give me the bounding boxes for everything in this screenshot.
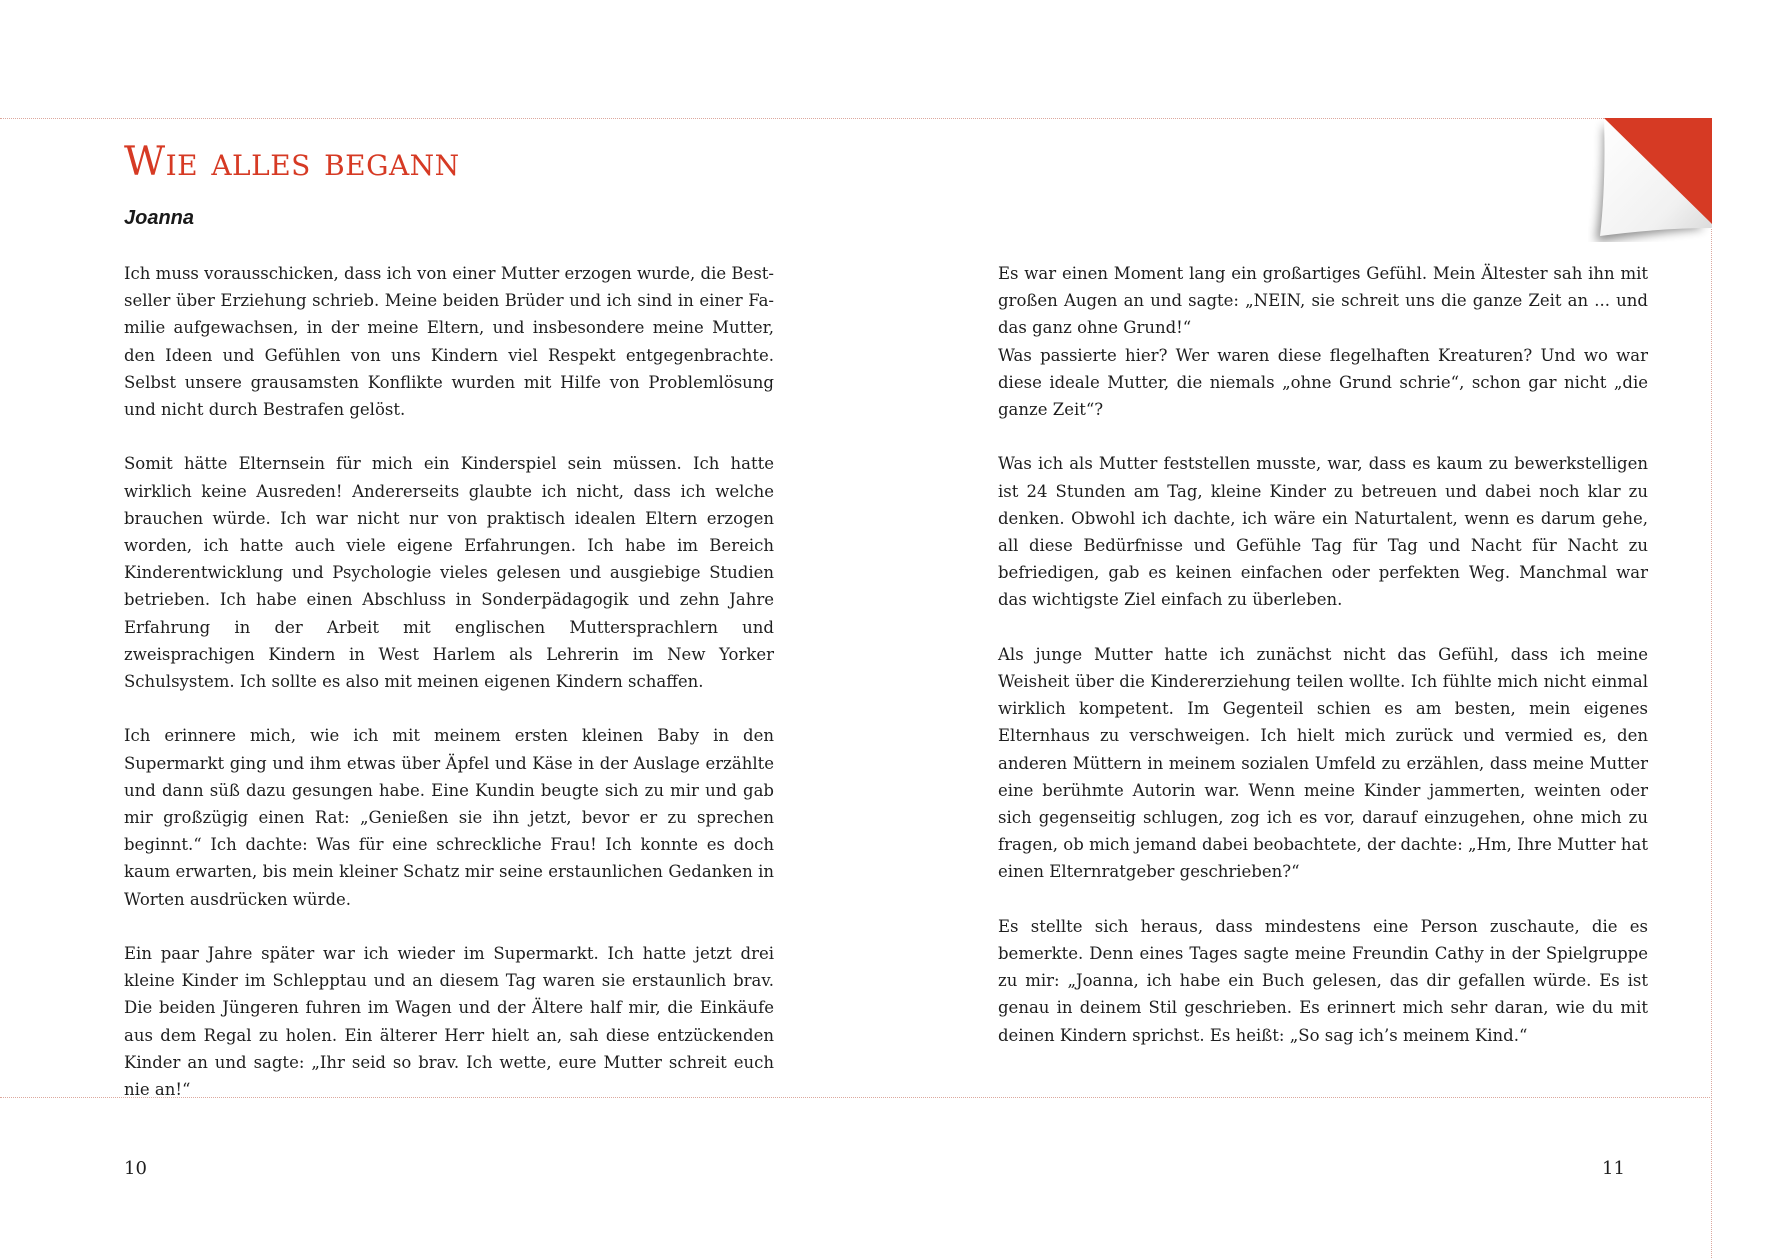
paragraph: Ich erinnere mich, wie ich mit meinem ersten kleinen Baby in den Supermarkt ging und ihm etwas über Äpfel und Käse in der Auslage erzählte und dann süß dazu gesungen habe. Eine Kundin beugte sich zu mir und gab mir großzügig einen Rat: „Genießen sie ihn jetzt, bevor er zu sprechen beginnt.“ Ich dachte: Was für eine schreckliche Frau! Ich konnte es doch kaum erwarten, bis mein kleiner Schatz mir seine erstaunlichen Gedanken in Worten ausdrücken würde. xyxy=(124,726,774,909)
author-name: Joanna xyxy=(124,207,195,229)
page-number-right: 11 xyxy=(1602,1158,1625,1179)
page-number-left: 10 xyxy=(124,1158,147,1179)
paragraph: Ich muss vorausschicken, dass ich von einer Mutter erzogen wurde, die Bestseller über Erziehung schrieb. Meine beiden Brüder und ich sind in einer Familie aufgewachsen, in der meine Eltern, und insbesondere meine Mutter, den Ideen und Gefühlen von uns Kindern viel Respekt entgegenbrachte. Selbst unsere grausamsten Konflikte wurden mit Hilfe von Problemlösung und nicht durch Bestrafen gelöst. xyxy=(124,264,774,420)
top-rule xyxy=(0,118,1712,119)
right-column xyxy=(998,260,1648,1076)
paragraph: Was ich als Mutter feststellen musste, war, dass es kaum zu bewerkstelligen ist 24 Stunden am Tag, kleine Kinder zu betreuen und dabei noch klar zu denken. Obwohl ich dachte, ich wäre ein Naturtalent, wenn es darum gehe, all diese Bedürfnisse und Gefühle Tag für Tag und Nacht für Nacht zu befriedigen, gab es keinen einfachen oder perfekten Weg. Manchmal war das wichtigste Ziel einfach zu überleben. xyxy=(998,454,1648,610)
left-column xyxy=(124,260,774,1130)
paragraph: Als junge Mutter hatte ich zunächst nicht das Gefühl, dass ich meine Weisheit über die Kindererziehung teilen wollte. Ich fühlte mich nicht einmal wirklich kompetent. Im Gegenteil schien es am besten, mein eigenes Elternhaus zu verschweigen. Ich hielt mich zurück und vermied es, den anderen Müttern in meinem sozialen Umfeld zu erzählen, dass meine Mutter eine berühmte Autorin war. Wenn meine Kinder jammerten, weinten oder sich gegenseitig schlugen, zog ich es vor, darauf einzugehen, ohne mich zu fragen, ob mich jemand dabei beobachtete, der dachte: „Hm, Ihre Mutter hat einen Elternratgeber geschrieben?“ xyxy=(998,644,1648,882)
chapter-title: Wie alles begann xyxy=(124,139,460,185)
paragraph: Was passierte hier? Wer waren diese flegelhaften Kreaturen? Und wo war diese ideale Mutter, die niemals „ohne Grund schrie“, schon gar nicht „die ganze Zeit“? xyxy=(998,345,1648,420)
paragraph: Ein paar Jahre später war ich wieder im Supermarkt. Ich hatte jetzt drei kleine Kinder im Schlepptau und an diesem Tag waren sie erstaunlich brav. Die beiden Jüngeren fuhren im Wagen und der Ältere half mir, die Einkäufe aus dem Regal zu holen. Ein älterer Herr hielt an, sah diese entzückenden Kinder an und sagte: „Ihr seid so brav. Ich wette, eure Mutter schreit euch nie an!“ xyxy=(124,944,774,1100)
right-edge-rule xyxy=(1711,118,1712,1258)
paragraph: Es war einen Moment lang ein großartiges Gefühl. Mein Ältester sah ihn mit großen Augen an und sagte: „NEIN, sie schreit uns die ganze Zeit an ... und das ganz ohne Grund!“ xyxy=(998,264,1648,338)
page-curl-icon xyxy=(1588,118,1712,242)
paragraph: Es stellte sich heraus, dass mindestens eine Person zuschaute, die es bemerkte. Denn eines Tages sagte meine Freundin Cathy in der Spielgruppe zu mir: „Joanna, ich habe ein Buch gelesen, das dir gefallen würde. Es ist genau in deinem Stil geschrieben. Es erinnert mich sehr daran, wie du mit deinen Kindern sprichst. Es heißt: „So sag ich’s meinem Kind.“ xyxy=(998,916,1648,1045)
paragraph: Somit hätte Elternsein für mich ein Kinderspiel sein müssen. Ich hatte wirklich keine Ausreden! Andererseits glaubte ich nicht, dass ich welche brauchen würde. Ich war nicht nur von praktisch idealen Eltern erzogen worden, ich hatte auch viele eigene Erfahrungen. Ich habe im Bereich Kinderentwicklung und Psychologie vieles gelesen und ausgiebige Studien betrieben. Ich habe einen Abschluss in Sonderpädagogik und zehn Jahre Erfahrung in der Arbeit mit englischen Muttersprachlern und zweisprachigen Kindern in West Harlem als Lehrerin im New Yorker Schulsystem. Ich sollte es also mit meinen eigenen Kindern schaffen. xyxy=(124,454,774,692)
